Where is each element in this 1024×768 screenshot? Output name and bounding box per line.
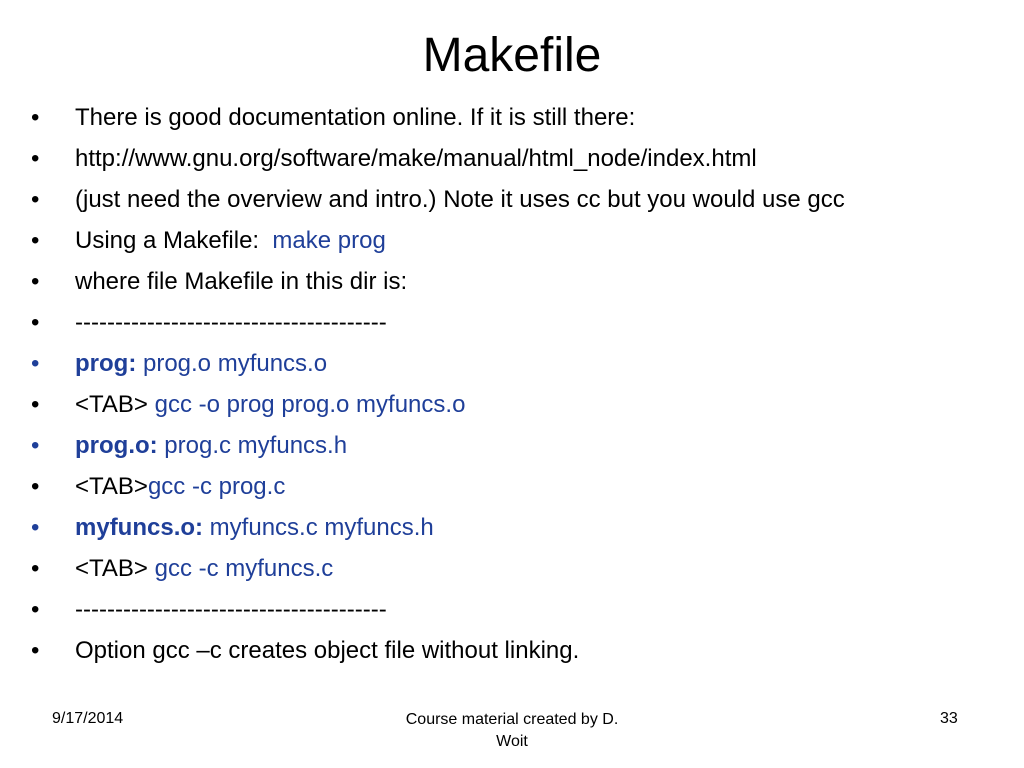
bullet-marker: •	[31, 514, 40, 541]
bullet-marker: •	[31, 637, 40, 664]
bullet-text-segment: Using a Makefile:	[75, 227, 273, 254]
bullet-item	[31, 97, 1011, 138]
bullet-item	[31, 425, 1011, 466]
bullet-item	[31, 302, 1011, 343]
code-segment: gcc -c prog.c	[147, 473, 286, 500]
bullet-text	[75, 425, 347, 466]
code-segment: myfuncs.o:	[75, 514, 204, 541]
bullet-text-segment: <TAB>	[75, 391, 155, 418]
bullet-marker: •	[31, 432, 40, 459]
page-number: 33	[940, 710, 958, 727]
code-segment: make prog	[272, 227, 386, 254]
bullet-text-segment: where file Makefile in this dir is:	[75, 268, 408, 295]
footer-credit	[362, 709, 662, 753]
bullet-marker: •	[31, 186, 40, 213]
bullet-marker: •	[31, 391, 40, 418]
code-segment: myfuncs.c myfuncs.h	[203, 514, 434, 541]
bullet-text	[75, 466, 285, 507]
bullet-text	[75, 507, 434, 548]
bullet-marker: •	[31, 104, 40, 131]
bullet-item	[31, 466, 1011, 507]
bullet-text-segment: Option gcc –c creates object file without linking.	[75, 637, 580, 664]
bullet-text	[75, 630, 579, 671]
footer-credit-line-1: Course material created by D.	[405, 711, 619, 728]
footer-date: 9/17/2014	[52, 710, 124, 727]
bullet-marker: •	[31, 350, 40, 377]
bullet-item	[31, 630, 1011, 671]
bullet-text-segment: <TAB>	[75, 555, 155, 582]
bullet-item	[31, 548, 1011, 589]
bullet-list	[31, 97, 1011, 671]
bullet-item	[31, 261, 1011, 302]
bullet-text	[75, 548, 333, 589]
footer-credit-line-2: Woit	[496, 733, 528, 750]
bullet-text	[75, 343, 327, 384]
bullet-item	[31, 179, 1011, 220]
bullet-text	[75, 138, 757, 179]
code-segment: prog.c myfuncs.h	[157, 432, 348, 459]
bullet-text-segment: ---------------------------------------	[75, 309, 387, 336]
bullet-text-segment: ---------------------------------------	[75, 596, 387, 623]
bullet-marker: •	[31, 145, 40, 172]
bullet-text	[75, 179, 845, 220]
bullet-text	[75, 589, 387, 630]
bullet-item	[31, 138, 1011, 179]
bullet-marker: •	[31, 227, 40, 254]
bullet-item	[31, 343, 1011, 384]
bullet-text-segment: http://www.gnu.org/software/make/manual/html_node/index.html	[75, 145, 757, 172]
code-segment: prog.o myfuncs.o	[136, 350, 328, 377]
code-segment: gcc -c myfuncs.c	[154, 555, 334, 582]
bullet-item	[31, 589, 1011, 630]
bullet-text-segment: <TAB>	[75, 473, 148, 500]
bullet-text	[75, 302, 387, 343]
bullet-item	[31, 384, 1011, 425]
bullet-marker: •	[31, 473, 40, 500]
slide-title: Makefile	[422, 29, 602, 82]
bullet-text	[75, 97, 635, 138]
code-segment: prog:	[75, 350, 137, 377]
bullet-marker: •	[31, 596, 40, 623]
bullet-marker: •	[31, 555, 40, 582]
bullet-text	[75, 384, 465, 425]
bullet-item	[31, 507, 1011, 548]
code-segment: gcc -o prog prog.o myfuncs.o	[154, 391, 466, 418]
bullet-text	[75, 261, 407, 302]
bullet-text-segment: (just need the overview and intro.) Note it uses cc but you would use gcc	[75, 186, 845, 213]
bullet-item	[31, 220, 1011, 261]
bullet-text-segment: There is good documentation online. If it is still there:	[75, 104, 636, 131]
bullet-text	[75, 220, 386, 261]
bullet-marker: •	[31, 268, 40, 295]
bullet-marker: •	[31, 309, 40, 336]
code-segment: prog.o:	[75, 432, 158, 459]
